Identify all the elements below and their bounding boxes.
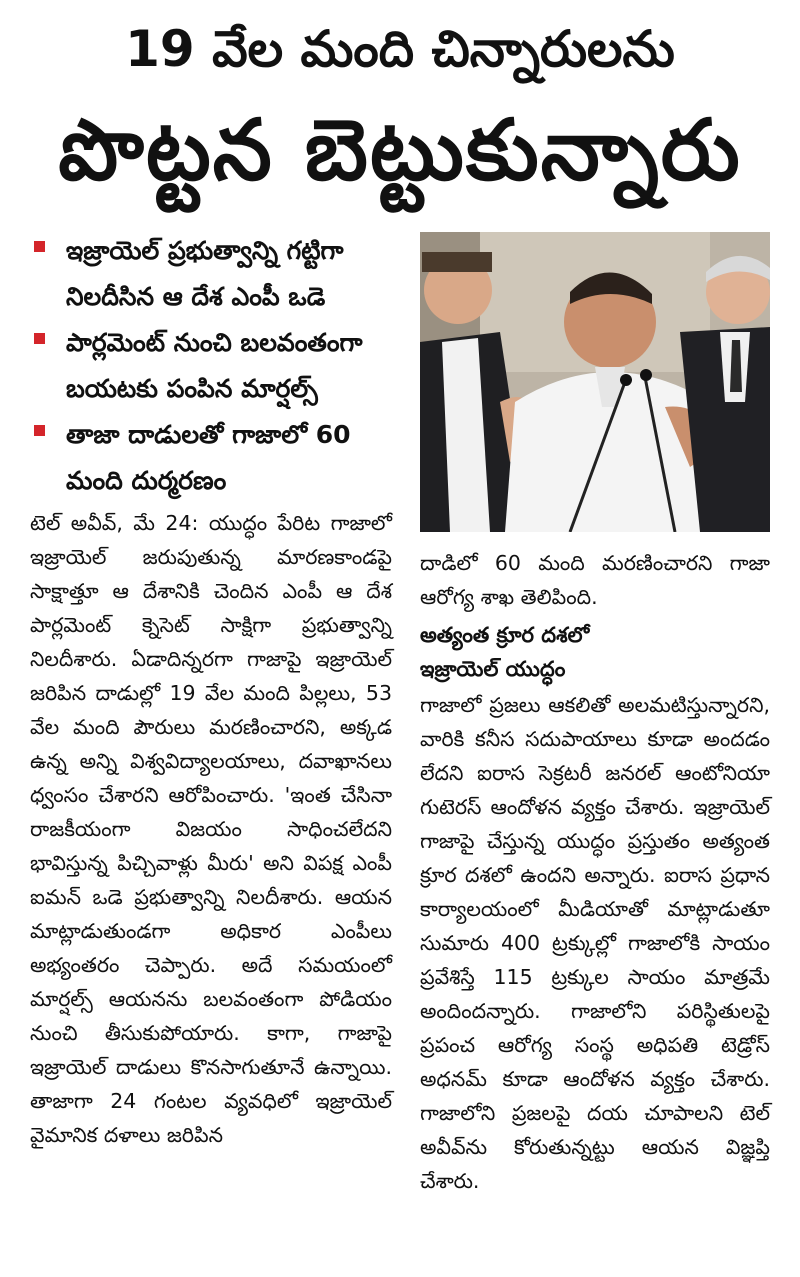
highlights-list — [30, 228, 410, 504]
parliament-scene-illustration — [420, 232, 770, 532]
highlight-item — [30, 412, 410, 504]
highlight-text: తాజా దాడులతో గాజాలో 60 మంది దుర్మరణం — [66, 420, 351, 495]
red-square-bullet-icon — [34, 333, 45, 344]
highlight-text: ఇజ్రాయెల్ ప్రభుత్వాన్ని గట్టిగా నిలదీసిన ఆ దేశ ఎంపీ ఒడె — [66, 236, 344, 311]
headline-line-2: పొట్టన బెట్టుకున్నారు — [58, 101, 742, 199]
subheading-line-2: ఇజ్రాయెల్ యుద్ధం — [420, 657, 566, 681]
highlight-text: పార్లమెంట్ నుంచి బలవంతంగా బయటకు పంపిన మార్షల్స్ — [66, 328, 363, 403]
highlight-item — [30, 228, 410, 320]
subheading-line-1: అత్యంత క్రూర దశలో — [420, 623, 590, 647]
red-square-bullet-icon — [34, 425, 45, 436]
highlight-item — [30, 320, 410, 412]
article-left-column — [30, 506, 392, 1152]
red-square-bullet-icon — [34, 241, 45, 252]
article-paragraph: గాజాలో ప్రజలు ఆకలితో అలమటిస్తున్నారని, వారికి కనీస సదుపాయాలు కూడా అందడం లేదని ఐరాస సెక్రటరీ జనరల్ ఆంటోనియా గుటెరస్ ఆందోళన వ్యక్తం చేశారు. ఇజ్రాయెల్ గాజాపై చేస్తున్న యుద్ధం ప్రస్తుతం అత్యంత క్రూర దశలో ఉందని అన్నారు. ఐరాస ప్రధాన కార్యాలయంలో మీడియాతో మాట్లాడుతూ సుమారు 400 ట్రక్కుల్లో గాజాలోకి సాయం ప్రవేశిస్తే 115 ట్రక్కుల సాయం మాత్రమే అందిందన్నారు. గాజాలోని పరిస్థితులపై ప్రపంచ ఆరోగ్య సంస్థ అధిపతి టెడ్రోస్ అధనమ్ కూడా ఆందోళన వ్యక్తం చేశారు. గాజాలోని ప్రజలపై దయ చూపాలని టెల్ అవీవ్‌ను కోరుతున్నట్టు ఆయన విజ్ఞప్తి చేశారు. — [420, 693, 770, 1193]
news-photo — [420, 232, 770, 532]
article-paragraph: టెల్ అవీవ్, మే 24: యుద్ధం పేరిట గాజాలో ఇజ్రాయెల్ జరుపుతున్న మారణకాండపై సాక్షాత్తూ ఆ దేశానికి చెందిన ఎంపీ ఆ దేశ పార్లమెంట్ క్నెసెట్ సాక్షిగా ప్రభుత్వాన్ని నిలదీశారు. ఏడాదిన్నరగా గాజాపై ఇజ్రాయెల్ జరిపిన దాడుల్లో 19 వేల మంది పిల్లలు, 53 వేల మంది పౌరులు మరణించారని, అక్కడ ఉన్న అన్ని విశ్వవిద్యాలయాలు, దవాఖానలు ధ్వంసం చేశారని ఆరోపించారు. 'ఇంత చేసినా రాజకీయంగా విజయం సాధించలేదని భావిస్తున్న పిచ్చివాళ్లు మీరు' అని విపక్ష ఎంపీ ఐమన్ ఒడె ప్రభుత్వాన్ని నిలదీశారు. ఆయన మాట్లాడుతుండగా అధికార ఎంపీలు అభ్యంతరం చెప్పారు. అదే సమయంలో మార్షల్స్ ఆయనను బలవంతంగా పోడియం నుంచి తీసుకుపోయారు. కాగా, గాజాపై ఇజ్రాయెల్ దాడులు కొనసాగుతూనే ఉన్నాయి. తాజాగా 24 గంటల వ్యవధిలో ఇజ్రాయెల్ వైమానిక దళాలు జరిపిన — [30, 511, 392, 1147]
article-paragraph-continuation: దాడిలో 60 మంది మరణించారని గాజా ఆరోగ్య శాఖ తెలిపింది. — [420, 551, 770, 609]
headline-line-1: 19 వేల మంది చిన్నారులను — [125, 20, 675, 78]
article-right-column — [420, 546, 770, 1198]
subheading — [420, 618, 770, 686]
